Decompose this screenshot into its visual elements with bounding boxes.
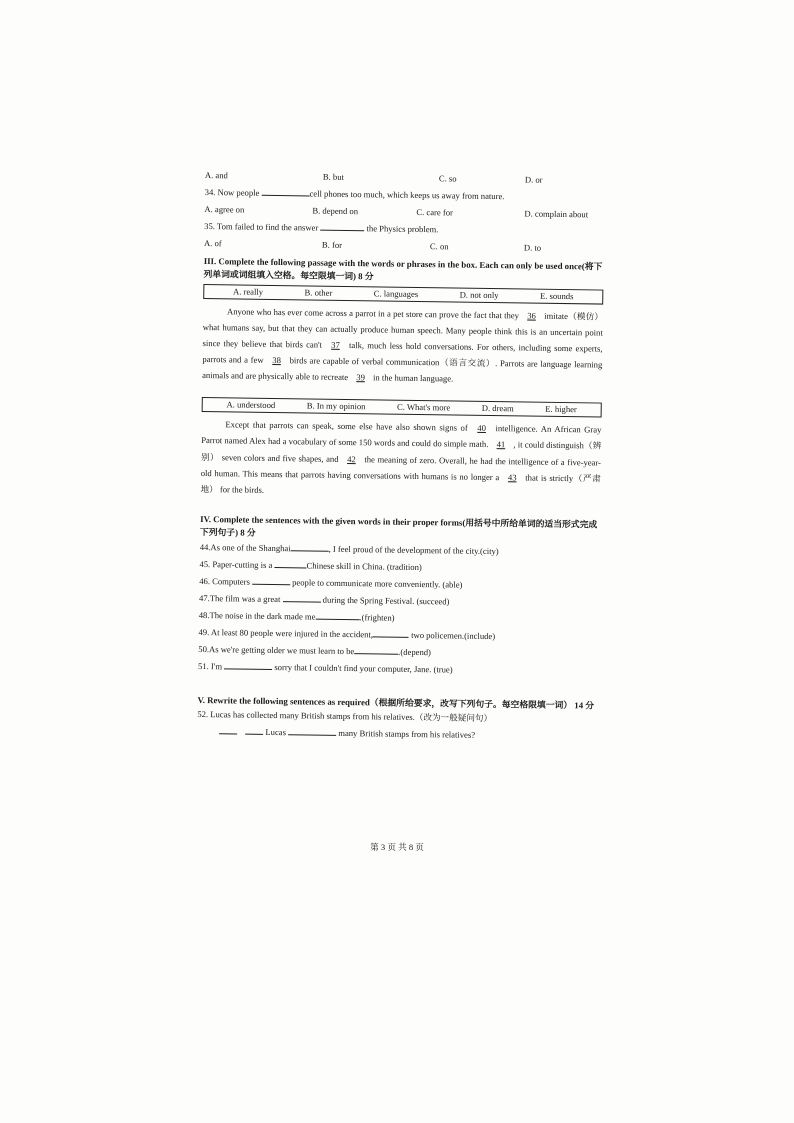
option: C. so	[438, 173, 457, 184]
section-title-cn: 将下列单词或词组填入空格。每空限填一词	[203, 261, 603, 281]
answer-blank[interactable]	[320, 230, 364, 232]
section-4-title: IV. Complete the sentences with the given words in their proper forms(用括号中所给单词的适当形式完成下列句子) 8 分	[199, 514, 598, 538]
page-content	[197, 170, 605, 749]
option: B. but	[322, 171, 345, 182]
passage-text: talk, much less hold conversations. For others, including some experts, parrots and a few	[202, 339, 603, 365]
option: D. to	[523, 242, 542, 253]
sentence-text: during the Spring Festival. (succeed)	[322, 594, 450, 607]
answer-blank[interactable]	[288, 735, 336, 737]
sentence-text: 51. I'm	[198, 660, 223, 671]
answer-blank[interactable]	[373, 636, 409, 638]
option: B. depend on	[312, 205, 359, 217]
page-footer: 第 3 页 共 8 页	[370, 842, 424, 852]
section-5-title: V. Rewrite the following sentences as required（根据所给要求，改写下列句子。每空格限填一词） 14 分	[197, 694, 595, 711]
sentence-text: 49. At least 80 people were injured in the accident,	[198, 626, 374, 639]
sentence-text: Chinese skill in China. (tradition)	[306, 560, 422, 572]
answer-blank[interactable]	[291, 550, 329, 552]
passage-text: Anyone who has ever come across a parrot in a pet store can prove the fact that they	[226, 305, 520, 320]
sentence-text: 46. Computers	[199, 575, 250, 587]
question-52: 52. Lucas has collected many British stamps from his relatives.（改为一般疑问句）	[197, 709, 493, 724]
blank-38[interactable]: 38	[272, 354, 281, 366]
section-title-end: ) 8 分	[353, 270, 374, 282]
answer-blank[interactable]	[283, 601, 321, 603]
blank-39[interactable]: 39	[356, 372, 365, 383]
question-number: 35.	[204, 220, 216, 232]
word-box-item: B. In my opinion	[306, 400, 366, 412]
sentence-text: 45. Paper-cutting is a	[199, 558, 273, 570]
sentence-text: 48.The noise in the dark made me	[198, 609, 316, 622]
answer-blank[interactable]	[354, 653, 398, 655]
option: C. care for	[416, 206, 454, 218]
word-box-item: D. dream	[481, 403, 514, 414]
word-box-item: E. higher	[545, 404, 577, 415]
answer-blank[interactable]	[219, 734, 237, 735]
option: D. complain about	[524, 208, 589, 220]
passage-text: in the human language.	[372, 372, 454, 384]
answer-blank[interactable]	[261, 195, 309, 197]
sentence-text: many British stamps from his relatives?	[338, 728, 476, 741]
sentence-text: , I feel proud of the development of the city.(city)	[328, 543, 499, 556]
question-number: 34.	[204, 186, 216, 198]
word-box-2	[202, 397, 602, 418]
word-box-item: C. What's more	[396, 402, 451, 413]
option: C. on	[429, 241, 449, 252]
answer-blank[interactable]	[274, 567, 306, 568]
option: A. agree on	[204, 203, 245, 215]
sentence-text: 47.The film was a great	[198, 592, 281, 604]
option: A. and	[204, 170, 228, 181]
option: D. or	[524, 174, 543, 185]
passage-paragraph-2	[200, 416, 601, 502]
sentence-text: .(depend)	[398, 646, 432, 657]
sentence-text: two policemen.(include)	[411, 629, 496, 641]
blank-37[interactable]: 37	[331, 339, 340, 350]
blank-42[interactable]: 42	[347, 453, 356, 464]
sentence-text: people to communicate more conveniently. (able)	[292, 576, 463, 590]
passage-text: Except that parrots can speak, some else have also shown signs of	[225, 419, 468, 433]
word-box-item: A. understood	[226, 399, 276, 411]
blank-40[interactable]: 40	[477, 423, 486, 434]
question-text: the Physics problem.	[366, 223, 439, 235]
section-title-en: III. Complete the following passage with the words or phrases in the box. Each can only be used once(	[203, 255, 585, 272]
sentence-text: Lucas	[265, 727, 287, 738]
answer-blank[interactable]	[245, 734, 263, 735]
word-box-item: B. other	[304, 287, 333, 298]
sentence-text: 50.As we're getting older we must learn to be	[198, 643, 355, 656]
word-box-item: A. really	[232, 286, 264, 297]
word-box-1	[203, 283, 603, 304]
answer-blank[interactable]	[315, 618, 359, 620]
word-box-item: D. not only	[459, 289, 499, 300]
sentence-text: 44.As one of the Shanghai	[199, 541, 291, 553]
word-box-item: C. languages	[373, 287, 419, 299]
passage-text: intelligence. An African Gray Parrot named Alex had a vocabulary of some 150 words and could do simple math.	[201, 423, 602, 450]
passage-text: , it could distinguish（辨别） seven colors and five shapes, and	[200, 439, 602, 464]
passage-paragraph-1	[202, 302, 603, 388]
question-text: Tom failed to find the answer	[216, 221, 319, 233]
option: A. of	[203, 237, 222, 249]
blank-43[interactable]: 43	[507, 472, 517, 483]
passage-text: imitate（模仿） what humans say, but that they can actually produce human speech. Many people think this is an uncertain point since they believe that birds can't	[202, 310, 604, 350]
passage-text: the meaning of zero. Overall, he had the intelligence of a five-year-old human. This means that parrots having conversations with humans is no longer a	[200, 453, 602, 482]
sentence-text: sorry that I couldn't find your computer, Jane. (true)	[274, 661, 453, 675]
passage-text: that is strictly（严肃地） for the birds.	[200, 472, 601, 495]
answer-blank[interactable]	[252, 583, 290, 585]
option: B. for	[321, 239, 343, 250]
question-text: Now people	[217, 187, 260, 198]
section-3-title	[203, 255, 603, 286]
answer-blank[interactable]	[224, 668, 272, 670]
word-box-item: E. sounds	[539, 290, 574, 301]
blank-41[interactable]: 41	[496, 439, 506, 450]
passage-text: birds are capable of verbal communication（语言交流）. Parrots are language learning animals and are physically able to recreate	[202, 355, 603, 383]
sentence-text: .(frighten)	[359, 611, 395, 623]
question-text: cell phones too much, which keeps us away from nature.	[309, 188, 505, 202]
blank-36[interactable]: 36	[527, 310, 536, 321]
